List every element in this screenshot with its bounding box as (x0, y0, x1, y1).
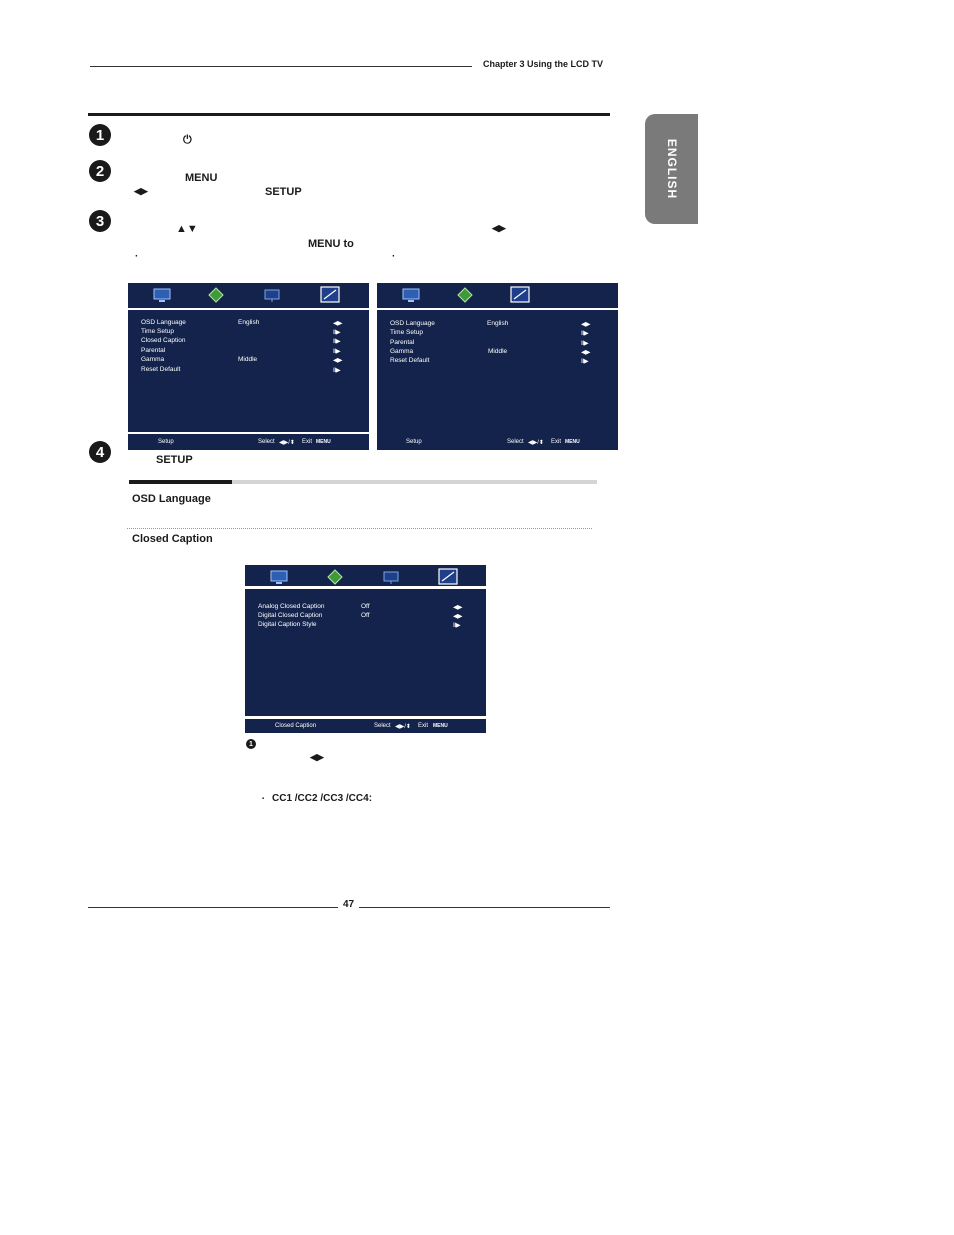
step-1-number: 1 (89, 124, 111, 146)
footer-rule-left (88, 907, 338, 908)
dotted-divider (127, 528, 592, 529)
picture-icon (401, 286, 421, 304)
osd-item-value: Off (361, 603, 370, 610)
setup-key-2: SETUP (156, 454, 193, 466)
osd-item-arrow: II▶ (581, 340, 589, 347)
cc-modes-label: CC1 /CC2 /CC3 /CC4: (272, 793, 373, 804)
osd-setup-screen-left (128, 283, 369, 450)
osd-footer-select: Select (374, 723, 391, 729)
picture-icon (152, 286, 172, 304)
osd-top-separator (128, 308, 369, 310)
osd-item-arrow: II▶ (333, 348, 341, 355)
osd-item-label: Time Setup (390, 329, 423, 336)
tv-icon (262, 286, 282, 304)
audio-icon (206, 286, 226, 304)
osd-footer-title: Closed Caption (275, 723, 317, 729)
menu-to-text: MENU to (308, 238, 354, 250)
osd-item-label: OSD Language (141, 319, 186, 326)
step-4-number: 4 (89, 441, 111, 463)
osd-top-separator (245, 586, 486, 589)
step-3-number: 3 (89, 210, 111, 232)
osd-footer-nav: ◀▶/⬍ (528, 440, 544, 446)
step-2-number: 2 (89, 160, 111, 182)
menu-key: MENU (185, 172, 218, 184)
osd-item-label: Reset Default (390, 357, 430, 364)
osd-footer-select: Select (258, 439, 275, 445)
osd-item-arrow: II▶ (333, 329, 341, 336)
osd-item-arrow: ◀▶ (453, 604, 462, 611)
osd-item-label: Digital Caption Style (258, 621, 317, 628)
osd-item-label: Parental (390, 339, 415, 346)
osd-footer-exit: Exit (302, 439, 313, 445)
audio-icon (455, 286, 475, 304)
osd-item-arrow: II▶ (581, 330, 589, 337)
osd-item-arrow: II▶ (333, 338, 341, 345)
osd-footer-nav: ◀▶/⬍ (395, 724, 411, 730)
power-icon: ⏻ (183, 134, 192, 146)
osd-footer-title: Setup (158, 439, 174, 445)
section-divider-bar (129, 480, 597, 484)
osd-item-label: Digital Closed Caption (258, 612, 323, 619)
language-tab (645, 114, 698, 224)
osd-setup-screen-right (377, 283, 618, 450)
osd-item-arrow: II▶ (333, 367, 341, 374)
setup-icon (438, 568, 458, 586)
osd-closed-caption-screen (245, 565, 486, 733)
left-right-arrows: ◀▶ (134, 186, 148, 196)
osd-item-label: Closed Caption (141, 337, 186, 344)
cc-step-number: 1 (246, 739, 256, 749)
osd-footer-select: Select (507, 439, 524, 445)
up-down-arrows: ▲▼ (176, 223, 198, 235)
osd-item-arrow: ◀▶ (581, 349, 590, 356)
header-rule (90, 66, 472, 67)
osd-bottom-separator (128, 432, 369, 434)
osd-item-value: Middle (238, 356, 258, 363)
closed-caption-heading: Closed Caption (132, 533, 213, 545)
bullet-right: · (392, 251, 396, 262)
cc-left-right-arrows: ◀▶ (310, 752, 324, 762)
osd-item-value: Middle (488, 348, 508, 355)
footer-rule-right (359, 907, 610, 908)
page-number: 47 (343, 899, 355, 910)
osd-item-label: Analog Closed Caption (258, 603, 325, 610)
osd-footer-menu: MENU (565, 439, 580, 445)
osd-item-arrow: ◀▶ (581, 321, 590, 328)
tv-icon (381, 568, 401, 586)
osd-item-label: Gamma (141, 356, 165, 363)
osd-item-arrow: II▶ (581, 358, 589, 365)
osd-footer-exit: Exit (551, 439, 562, 445)
osd-item-label: Gamma (390, 348, 414, 355)
section-top-bar (88, 113, 610, 116)
osd-item-arrow: ◀▶ (333, 357, 342, 364)
setup-icon (510, 286, 530, 304)
osd-item-value: English (487, 320, 509, 327)
cc-bullet: ▪ (262, 796, 265, 802)
osd-item-arrow: II▶ (453, 622, 461, 629)
left-right-arrows-2: ◀▶ (492, 223, 506, 233)
osd-item-label: Parental (141, 347, 166, 354)
osd-icon-bar (128, 283, 369, 309)
osd-top-separator (377, 308, 618, 310)
setup-icon (320, 286, 340, 304)
audio-icon (325, 568, 345, 586)
osd-item-label: OSD Language (390, 320, 435, 327)
osd-item-value: English (238, 319, 260, 326)
osd-footer-menu: MENU (433, 723, 448, 729)
osd-footer-exit: Exit (418, 723, 429, 729)
osd-bottom-separator (245, 716, 486, 719)
osd-footer-nav: ◀▶/⬍ (279, 440, 295, 446)
osd-item-arrow: ◀▶ (333, 320, 342, 327)
setup-key: SETUP (265, 186, 302, 198)
osd-item-label: Time Setup (141, 328, 174, 335)
chapter-title: Chapter 3 Using the LCD TV (483, 59, 604, 69)
osd-item-label: Reset Default (141, 366, 181, 373)
osd-icon-bar (377, 283, 618, 309)
osd-item-arrow: ◀▶ (453, 613, 462, 620)
bullet-left: · (135, 251, 139, 262)
language-tab-label: ENGLISH (664, 138, 679, 200)
osd-item-value: Off (361, 612, 370, 619)
osd-footer-title: Setup (406, 439, 422, 445)
picture-icon (269, 568, 289, 586)
osd-footer-menu: MENU (316, 439, 331, 445)
osd-language-heading: OSD Language (132, 493, 211, 505)
